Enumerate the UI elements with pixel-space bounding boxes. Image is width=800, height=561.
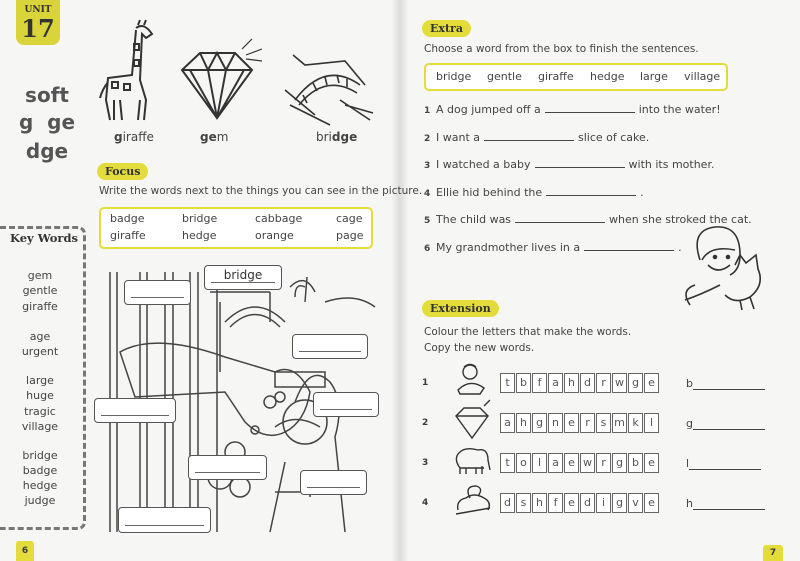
focus-word-box xyxy=(99,207,373,249)
answer-blank[interactable] xyxy=(515,213,605,223)
letter-box[interactable]: d xyxy=(580,373,595,393)
sentence-number: 2 xyxy=(424,134,431,144)
word-cage: cage xyxy=(336,212,363,225)
letter-box[interactable]: h xyxy=(564,373,579,393)
word-gentle: gentle xyxy=(487,70,522,83)
copy-word-answer[interactable] xyxy=(686,417,765,430)
letter-box[interactable]: r xyxy=(596,373,611,393)
answer-blank[interactable] xyxy=(535,158,625,168)
letter-box[interactable]: f xyxy=(532,373,547,393)
letter-box[interactable]: w xyxy=(580,453,595,473)
topic-line-2: g ge xyxy=(18,110,76,134)
label-box-empty[interactable] xyxy=(300,470,367,495)
unit-number: 17 xyxy=(21,14,55,43)
letter-box[interactable]: a xyxy=(548,373,563,393)
label-box-empty[interactable] xyxy=(313,392,379,417)
bridge-icon xyxy=(285,55,373,125)
letter-box[interactable]: a xyxy=(500,413,515,433)
answer-blank[interactable] xyxy=(584,241,674,251)
sentence-text: A dog jumped off a xyxy=(436,103,541,116)
word-orange: orange xyxy=(255,229,294,242)
copy-word-answer[interactable] xyxy=(686,457,761,470)
letter-box[interactable]: e xyxy=(644,373,659,393)
extension-row xyxy=(422,492,693,514)
key-word: large xyxy=(26,374,54,387)
letter-box[interactable]: t xyxy=(500,373,515,393)
letter-box[interactable]: d xyxy=(580,493,595,513)
boy-icon xyxy=(454,364,492,400)
sentence-text: . xyxy=(640,186,644,199)
extension-heading: Extension xyxy=(422,300,499,317)
answer-line[interactable] xyxy=(689,458,761,470)
letter-box[interactable]: m xyxy=(612,413,627,433)
sentence-number: 6 xyxy=(424,244,431,254)
letter-box[interactable]: g xyxy=(612,453,627,473)
letter-grid xyxy=(500,453,659,473)
label-box-empty[interactable] xyxy=(94,398,176,423)
word-hedge: hedge xyxy=(590,70,625,83)
word-village: village xyxy=(684,70,721,83)
letter-box[interactable]: n xyxy=(548,413,563,433)
sentence-number: 5 xyxy=(424,216,431,226)
label-box-empty[interactable] xyxy=(118,507,211,533)
key-word: huge xyxy=(26,389,54,402)
answer-line[interactable] xyxy=(693,418,765,430)
key-word: gem xyxy=(27,269,53,282)
letter-box[interactable]: e xyxy=(564,493,579,513)
extension-row-number: 2 xyxy=(422,417,429,428)
sentence-text: when she stroked the cat. xyxy=(609,213,752,226)
word-badge: badge xyxy=(110,212,145,225)
extension-row xyxy=(422,372,693,394)
girl-with-cat-illustration xyxy=(680,225,775,310)
answer-start-letter: h xyxy=(686,496,693,510)
page-number-right: 7 xyxy=(763,545,783,561)
sentence-text: The child was xyxy=(436,213,512,226)
letter-box[interactable]: b xyxy=(516,373,531,393)
picture-label-giraffe: giraffe xyxy=(114,130,154,144)
word-page: page xyxy=(336,229,364,242)
letter-box[interactable]: g xyxy=(612,493,627,513)
letter-grid xyxy=(500,413,659,433)
copy-word-answer[interactable] xyxy=(686,497,765,510)
key-word: bridge xyxy=(22,449,58,462)
letter-box[interactable]: r xyxy=(596,453,611,473)
letter-box[interactable]: l xyxy=(532,453,547,473)
letter-box[interactable]: b xyxy=(628,453,643,473)
letter-box[interactable]: e xyxy=(644,493,659,513)
sentence-text: I want a xyxy=(436,131,480,144)
label-box-empty[interactable] xyxy=(124,280,191,305)
letter-box[interactable]: g xyxy=(628,373,643,393)
hedge-icon xyxy=(454,484,492,520)
sentence-number: 3 xyxy=(424,161,431,171)
answer-start-letter: g xyxy=(686,416,693,430)
letter-box[interactable]: r xyxy=(580,413,595,433)
gem-icon xyxy=(454,404,492,440)
word-cabbage: cabbage xyxy=(255,212,303,225)
answer-line[interactable] xyxy=(693,498,765,510)
extra-word-box xyxy=(424,63,728,91)
unit-badge xyxy=(16,0,60,45)
letter-box[interactable]: l xyxy=(644,413,659,433)
key-word: judge xyxy=(24,494,56,507)
word-giraffe: giraffe xyxy=(538,70,574,83)
letter-box[interactable]: g xyxy=(532,413,547,433)
sentence-text: Ellie hid behind the xyxy=(436,186,543,199)
word-bridge: bridge xyxy=(182,212,218,225)
letter-box[interactable]: s xyxy=(516,493,531,513)
extension-instruction-1: Colour the letters that make the words. xyxy=(424,326,632,338)
letter-box[interactable]: i xyxy=(596,493,611,513)
letter-box[interactable]: t xyxy=(500,453,515,473)
sentence-4 xyxy=(424,186,644,201)
extension-row-number: 1 xyxy=(422,377,429,388)
letter-box[interactable]: e xyxy=(564,413,579,433)
key-word: giraffe xyxy=(22,300,58,313)
letter-box[interactable]: s xyxy=(596,413,611,433)
sentence-number: 4 xyxy=(424,189,431,199)
key-word: gentle xyxy=(22,284,58,297)
letter-box[interactable]: o xyxy=(516,453,531,473)
sentence-6 xyxy=(424,241,682,256)
extension-row-number: 3 xyxy=(422,457,429,468)
extension-instruction-2: Copy the new words. xyxy=(424,342,535,354)
sentence-text: . xyxy=(678,241,682,254)
sentence-2 xyxy=(424,131,649,146)
key-word: badge xyxy=(22,464,58,477)
key-word: village xyxy=(21,420,59,433)
copy-word-answer[interactable] xyxy=(686,377,765,390)
letter-box[interactable]: k xyxy=(628,413,643,433)
gem-icon xyxy=(180,45,265,123)
letter-box[interactable]: f xyxy=(548,493,563,513)
extra-instruction: Choose a word from the box to finish the sentences. xyxy=(424,43,699,55)
extension-row xyxy=(422,412,693,434)
sentence-text: slice of cake. xyxy=(578,131,650,144)
letter-box[interactable]: a xyxy=(548,453,563,473)
unit-label: UNIT xyxy=(24,5,52,15)
topic-line-3: dge xyxy=(25,139,69,163)
key-word: age xyxy=(29,330,51,343)
picture-label-gem: gem xyxy=(200,130,229,144)
answer-blank[interactable] xyxy=(484,131,574,141)
key-word: tragic xyxy=(24,405,56,418)
sentence-text: into the water! xyxy=(638,103,721,116)
picture-label-bridge: bridge xyxy=(316,130,358,144)
sentence-text: I watched a baby xyxy=(436,158,531,171)
extension-row xyxy=(422,452,690,474)
label-box-empty[interactable] xyxy=(292,334,368,359)
letter-box[interactable]: h xyxy=(516,413,531,433)
letter-box[interactable]: d xyxy=(500,493,515,513)
label-box-bridge[interactable] xyxy=(204,265,282,290)
word-bridge: bridge xyxy=(436,70,472,83)
label-box-example-text: bridge xyxy=(223,268,263,282)
sentence-1 xyxy=(424,103,721,118)
key-word: urgent xyxy=(21,345,59,358)
letter-grid xyxy=(500,493,659,513)
key-words-title: Key Words xyxy=(10,231,78,245)
label-box-empty[interactable] xyxy=(188,455,267,480)
word-giraffe: giraffe xyxy=(110,229,146,242)
answer-blank[interactable] xyxy=(545,103,635,113)
giraffe-icon xyxy=(100,20,160,125)
letter-box[interactable]: e xyxy=(644,453,659,473)
sentence-3 xyxy=(424,158,714,173)
letter-box[interactable]: w xyxy=(612,373,627,393)
answer-start-letter: b xyxy=(686,376,693,390)
sentence-text: My grandmother lives in a xyxy=(436,241,581,254)
extra-heading: Extra xyxy=(422,20,471,37)
focus-heading: Focus xyxy=(97,163,148,180)
letter-box[interactable]: e xyxy=(564,453,579,473)
letter-box[interactable]: v xyxy=(628,493,643,513)
elephant-icon xyxy=(454,444,492,480)
word-hedge: hedge xyxy=(182,229,217,242)
sentence-text: with its mother. xyxy=(628,158,715,171)
extension-row-number: 4 xyxy=(422,497,429,508)
focus-instruction: Write the words next to the things you can see in the picture. xyxy=(99,185,423,197)
sentence-number: 1 xyxy=(424,106,431,116)
topic-line-1: soft xyxy=(25,83,69,107)
word-large: large xyxy=(640,70,668,83)
answer-start-letter: l xyxy=(686,456,690,470)
answer-blank[interactable] xyxy=(546,186,636,196)
page-gutter xyxy=(392,0,408,561)
letter-box[interactable]: h xyxy=(532,493,547,513)
page-number-left: 6 xyxy=(16,541,34,561)
letter-grid xyxy=(500,373,659,393)
key-word: hedge xyxy=(22,479,58,492)
answer-line[interactable] xyxy=(693,378,765,390)
